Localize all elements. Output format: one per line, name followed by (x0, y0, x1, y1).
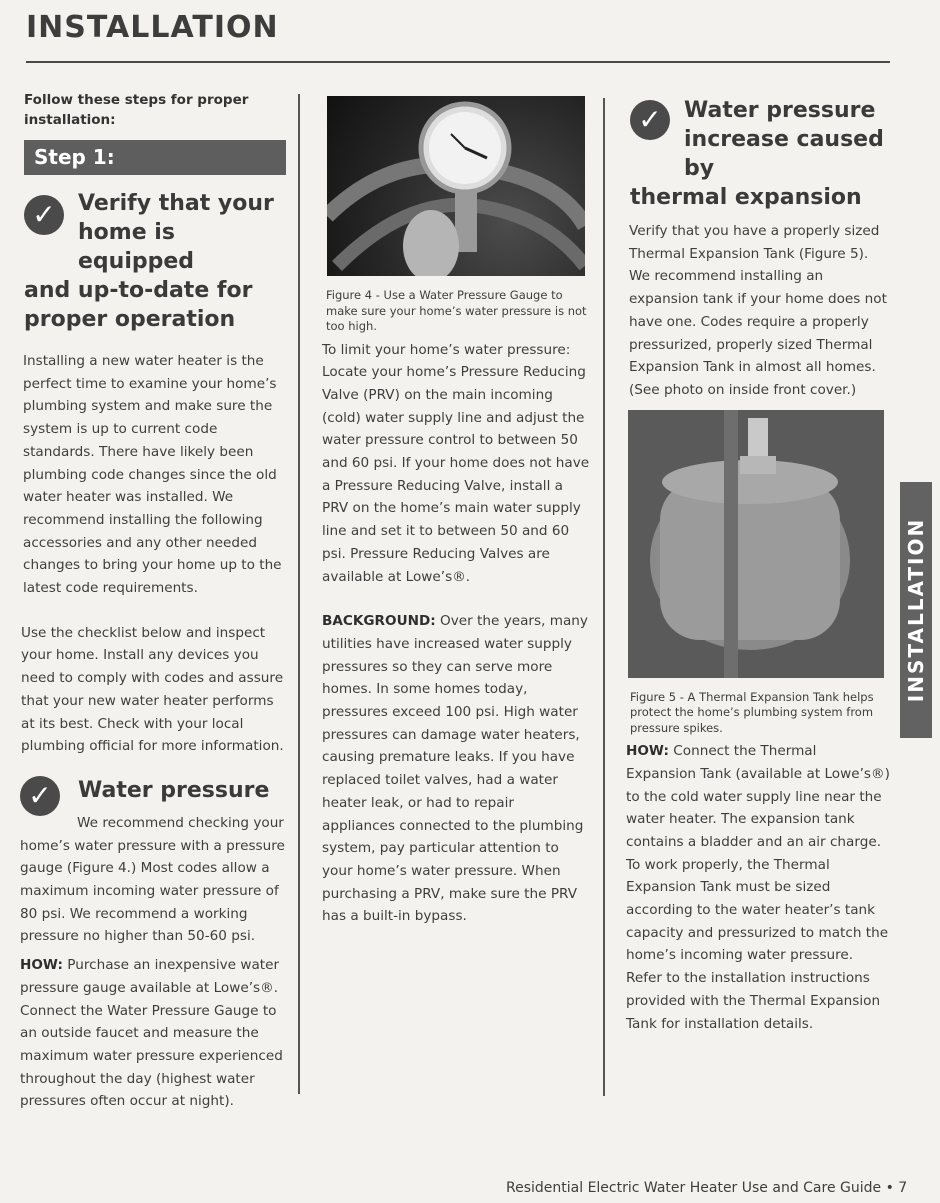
paragraph: Use the checklist below and inspect your home. Install any devices you need to comply with codes and assure that your new water heater performs at its best. Check with your local plumbing official for more information. (21, 624, 284, 755)
pressure-gauge-photo (327, 96, 585, 276)
figure-5-caption: Figure 5 - A Thermal Expansion Tank helps protect the home’s plumbing system from pressure spikes. (630, 689, 874, 735)
pressure-gauge-icon (327, 96, 585, 276)
how-paragraph: HOW: Purchase an inexpensive water pressure gauge available at Lowe’s®. Connect the Water Pressure Gauge to an outside faucet and measure the maximum water pressure experienced throughout the day (highest water pressures often occur at night). (20, 957, 283, 1110)
check-circle-icon: ✓ (24, 195, 64, 235)
expansion-tank-icon (628, 410, 884, 678)
column-3 (626, 96, 890, 1035)
paragraph: Installing a new water heater is the perfect time to examine your home’s plumbing system and make sure the system is up to current code standards. There have likely been plumbing code changes since the old water heater was installed. We recommend installing the following accessories and any other needed changes to bring your home up to the latest code requirements. (23, 353, 282, 597)
side-tab (900, 482, 932, 738)
step-banner: Step 1: (24, 140, 286, 175)
figure-4-caption: Figure 4 - Use a Water Pressure Gauge to make sure your home’s water pressure is not too high. (326, 288, 587, 333)
column-2 (322, 96, 590, 928)
background-paragraph: BACKGROUND: Over the years, many utilities have increased water supply pressures so they can serve more homes. In some homes today, pressures exceed 100 psi. High water pressures can damage water heaters, causing premature leaks. If you have replaced toilet valves, had a water heater leak, or had to repair appliances connected to the plumbing system, pay particular attention to your home’s water pressure. When purchasing a PRV, make sure the PRV has a built-in bypass. (322, 613, 588, 925)
section-water-pressure (20, 776, 288, 812)
paragraph: Verify that you have a properly sized Thermal Expansion Tank (Figure 5). We recommend installing an expansion tank if your home does not have one. Codes require a properly pressurized, properly sized Thermal Expansion Tank in almost all homes. (See photo on inside front cover.) (629, 223, 887, 398)
section-heading: Water pressure increase caused by thermal expansion (630, 98, 884, 210)
page-footer: Residential Electric Water Heater Use and Care Guide • 7 (506, 1180, 908, 1196)
section-heading: Verify that your home is equipped and up-to-date for proper operation (24, 191, 274, 332)
column-divider-left (298, 94, 300, 1094)
side-tab-label: INSTALLATION (904, 517, 928, 703)
section-verify-home (20, 189, 288, 334)
check-circle-icon: ✓ (20, 776, 60, 816)
how-paragraph: HOW: Connect the Thermal Expansion Tank (available at Lowe’s®) to the cold water supply line near the water heater. The expansion tank contains a bladder and an air charge. To work properly, the Thermal Expansion Tank must be sized according to the water heater’s tank capacity and pressurized to match the home’s incoming water pressure. Refer to the installation instructions provided with the Thermal Expansion Tank for installation details. (626, 743, 890, 1032)
section-thermal-expansion (626, 96, 890, 212)
page-title: INSTALLATION (26, 10, 279, 45)
paragraph: To limit your home’s water pressure: Locate your home’s Pressure Reducing Valve (PRV) on the main incoming (cold) water supply line and adjust the water pressure control to between 50 and 60 psi. If your home does not have a Pressure Reducing Valve, install a PRV on the home’s main water supply line and set it to between 50 and 60 psi. Pressure Reducing Valves are available at Lowe’s®. (322, 341, 590, 585)
column-divider-right (603, 98, 605, 1096)
expansion-tank-photo (628, 410, 884, 678)
paragraph: We recommend checking your home’s water pressure with a pressure gauge (Figure 4.) Most codes allow a maximum incoming water pressure of 80 psi. We recommend a working pressure no higher than 50-60 psi. (20, 814, 285, 945)
check-circle-icon: ✓ (630, 100, 670, 140)
section-heading: Water pressure (78, 777, 270, 803)
intro-text: Follow these steps for proper installation: (24, 92, 249, 128)
title-rule (26, 61, 890, 63)
column-1 (20, 90, 288, 1113)
